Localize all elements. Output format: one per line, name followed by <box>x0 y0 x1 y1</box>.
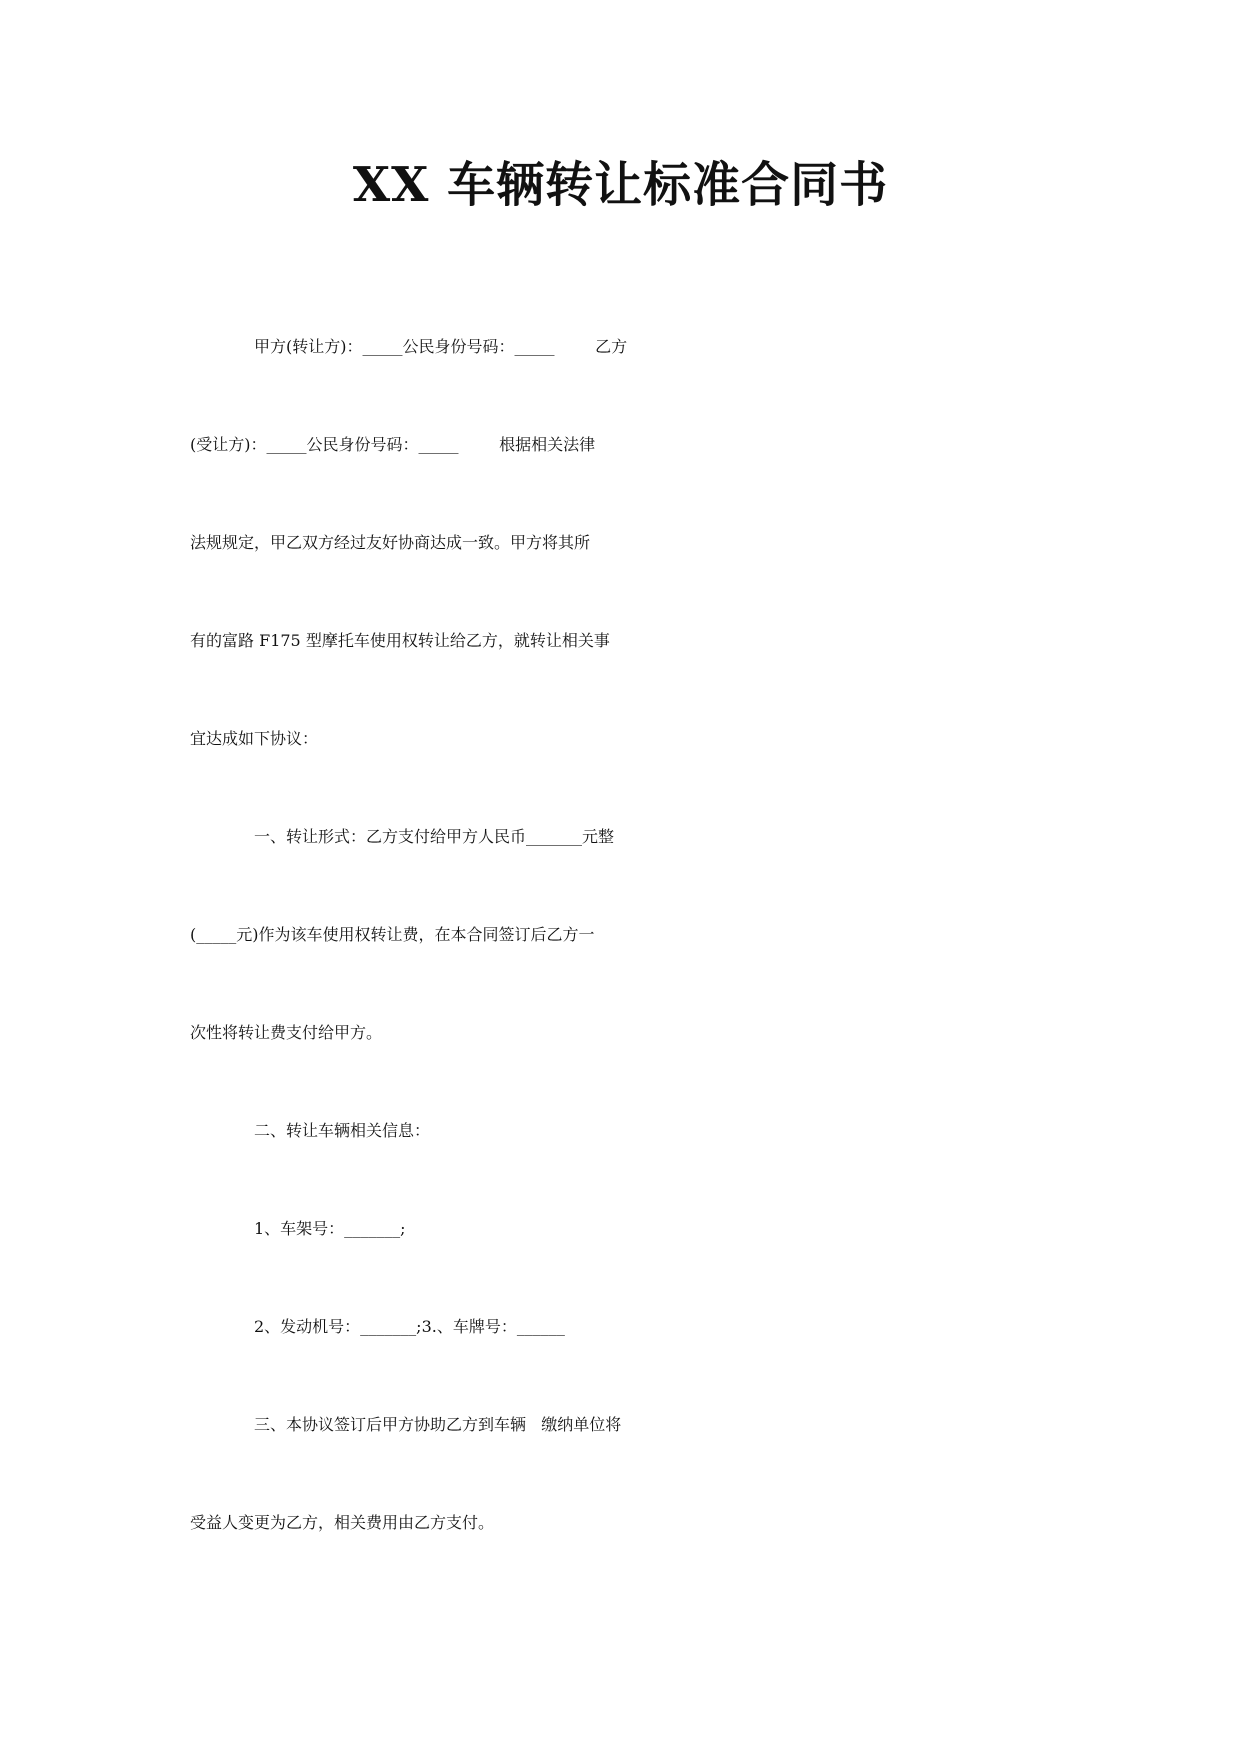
contract-body <box>190 298 1050 1572</box>
text-line-13: 受益人变更为乙方，相关费用由乙方支付。 <box>190 1513 495 1532</box>
text-line-8: 次性将转让费支付给甲方。 <box>190 1023 383 1042</box>
text-line-3: 法规规定，甲乙双方经过友好协商达成一致。甲方将其所 <box>190 533 591 552</box>
text-line-5: 宜达成如下协议： <box>190 729 319 748</box>
text-line-10: 1、车架号：_______; <box>254 1219 406 1238</box>
text-line-11: 2、发动机号：_______;3.、车牌号：______ <box>254 1317 565 1336</box>
text-line-9: 二、转让车辆相关信息： <box>254 1121 431 1140</box>
text-line-4: 有的富路 F175 型摩托车使用权转让给乙方，就转让相关事 <box>190 631 610 650</box>
text-line-6: 一、转让形式：乙方支付给甲方人民币_______元整 <box>254 827 615 846</box>
text-line-2: (受让方)：_____公民身份号码：_____ 根据相关法律 <box>190 435 596 454</box>
document-title: XX 车辆转让标准合同书 <box>352 157 889 213</box>
text-line-12: 三、本协议签订后甲方协助乙方到车辆 缴纳单位将 <box>254 1415 622 1434</box>
text-line-1: 甲方(转让方)：_____公民身份号码：_____ 乙方 <box>254 337 628 356</box>
text-line-7: (_____元)作为该车使用权转让费，在本合同签订后乙方一 <box>190 925 595 944</box>
